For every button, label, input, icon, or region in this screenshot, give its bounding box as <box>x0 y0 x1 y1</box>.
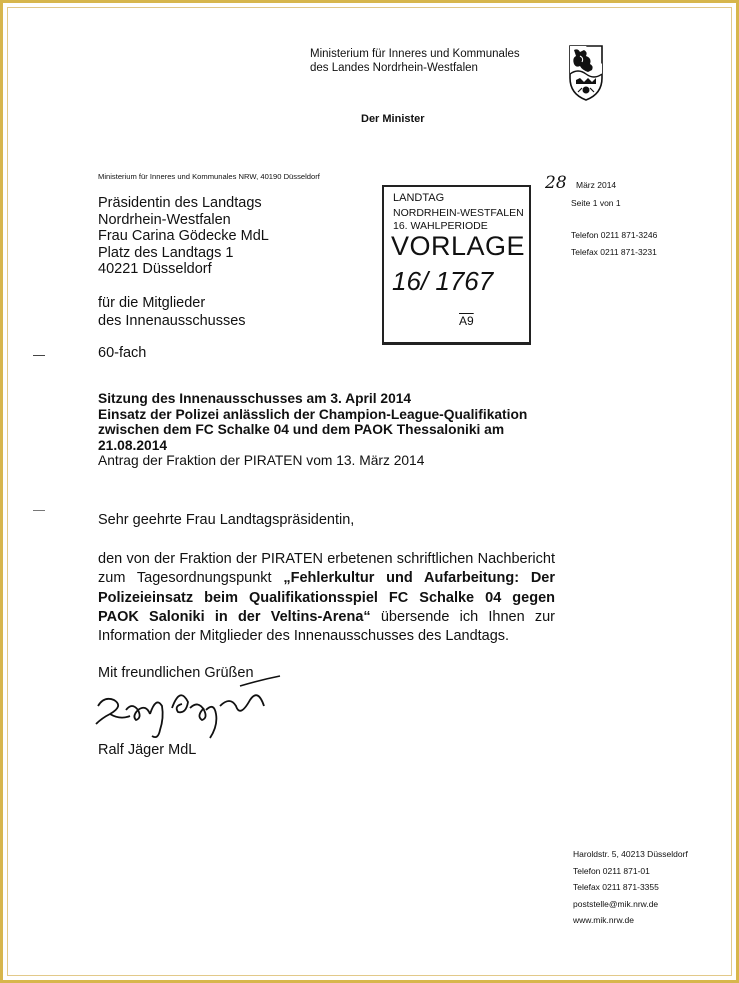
footer-address: Haroldstr. 5, 40213 Düsseldorf <box>573 849 688 859</box>
subject-bold-line: Einsatz der Polizei anlässlich der Champion-League-Qualifikation <box>98 406 528 422</box>
date-month-year: März 2014 <box>576 180 617 190</box>
salutation: Sehr geehrte Frau Landtagspräsidentin, <box>98 512 355 528</box>
letter-body <box>98 550 555 646</box>
footer-email: poststelle@mik.nrw.de <box>573 898 659 909</box>
for-line-2: des Innenausschusses <box>98 313 246 329</box>
stamp-line-2: NORDRHEIN-WESTFALEN <box>393 207 524 219</box>
recipient-for <box>98 294 246 330</box>
handwritten-signature <box>90 666 290 746</box>
body-text-part-2: übersende ich Ihnen zur Information der Mitglieder des Innenausschusses des Landtags. <box>98 608 556 645</box>
footer-telefax: Telefax 0211 871-3355 <box>573 882 659 893</box>
stamp-line-1: LANDTAG <box>393 192 445 204</box>
recipient-line: 40221 Düsseldorf <box>98 261 212 277</box>
handwritten-day: 28 <box>545 173 567 193</box>
recipient-line: Frau Carina Gödecke MdL <box>98 228 269 244</box>
body-text-bold: „Fehlerkultur und Aufarbeitung: Der Polizeieinsatz beim Qualifikationsspiel FC Schalke 04 gegen PAOK Saloniki in der Veltins-Arena“ <box>98 570 555 625</box>
body-text-part-1: den von der Fraktion der PIRATEN erbetenen schriftlichen Nachbericht zum Tagesordnungspunkt <box>98 551 555 587</box>
contact-telefax: Telefax 0211 871-3231 <box>571 247 657 257</box>
subject-bold-line: Sitzung des Innenausschusses am 3. April 2014 <box>98 391 412 406</box>
stamp-title: VORLAGE <box>391 231 526 261</box>
page-inner-border <box>7 7 732 976</box>
page-indicator: Seite 1 von 1 <box>571 198 621 208</box>
stamp-code: A9 <box>459 314 474 328</box>
recipient-line: Präsidentin des Landtags <box>98 195 262 211</box>
subject-reference-line: Antrag der Fraktion der PIRATEN vom 13. März 2014 <box>98 453 425 469</box>
recipient-address <box>98 195 269 278</box>
for-line-1: für die Mitglieder <box>98 295 206 311</box>
copies-count: 60-fach <box>98 345 147 361</box>
fold-mark <box>33 355 45 356</box>
signer-name: Ralf Jäger MdL <box>98 742 197 758</box>
closing: Mit freundlichen Grüßen <box>98 665 254 681</box>
stamp-number: 16/ 1767 <box>392 266 494 296</box>
subject-bold-line: 21.08.2014 <box>98 437 168 453</box>
nrw-coat-of-arms-icon <box>568 44 604 102</box>
recipient-line: Platz des Landtags 1 <box>98 244 234 261</box>
ministry-line-1: Ministerium für Inneres und Kommunales <box>310 48 520 60</box>
footer-telefon: Telefon 0211 871-01 <box>573 865 650 876</box>
footer-web: www.mik.nrw.de <box>573 915 634 926</box>
recipient-line: Nordrhein-Westfalen <box>98 211 231 228</box>
ministry-name <box>310 47 520 75</box>
sender-return-address: Ministerium für Inneres und Kommunales NRW, 40190 Düsseldorf <box>98 172 320 181</box>
subject-bold-line: zwischen dem FC Schalke 04 und dem PAOK Thessaloniki am <box>98 422 505 438</box>
contact-telefon: Telefon 0211 871-3246 <box>571 230 658 240</box>
stamp-line-3: 16. WAHLPERIODE <box>393 220 488 232</box>
subject-block <box>98 391 527 469</box>
footer-contact <box>573 846 688 929</box>
ministry-line-2: des Landes Nordrhein-Westfalen <box>310 62 478 74</box>
fold-mark <box>33 510 45 511</box>
minister-role: Der Minister <box>361 113 425 125</box>
